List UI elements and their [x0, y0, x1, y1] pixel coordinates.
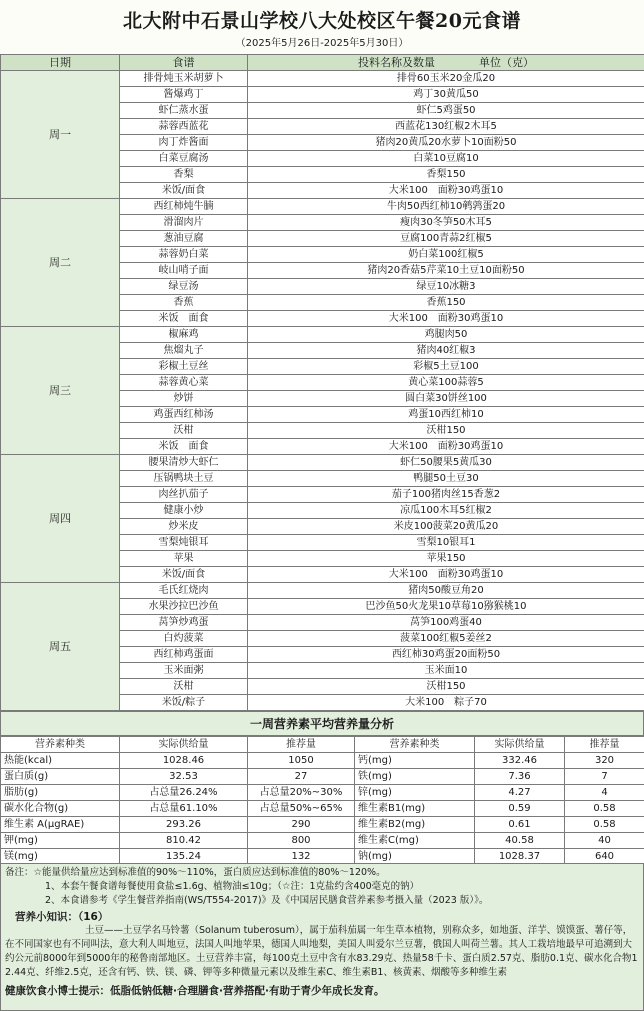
dish-ingredients: 菠菜100红椒5姜丝2 [248, 631, 644, 647]
nutrient-name: 锌(mg) [355, 785, 475, 801]
dish-name: 鸡蛋西红柿汤 [120, 407, 248, 423]
dish-ingredients: 猪肉20黄瓜20水萝卜10面粉50 [248, 135, 644, 151]
actual-supply: 135.24 [120, 849, 248, 865]
nutrient-name: 维生素B1(mg) [355, 801, 475, 817]
dish-name: 米饭 面食 [120, 439, 248, 455]
dish-name: 炒米皮 [120, 519, 248, 535]
actual-supply: 占总量26.24% [120, 785, 248, 801]
actual-supply: 32.53 [120, 769, 248, 785]
knowledge-title: 营养小知识：（16） [15, 911, 109, 923]
dish-name: 米饭/面食 [120, 183, 248, 199]
dish-ingredients: 莴笋100鸡蛋40 [248, 615, 644, 631]
dish-name: 水果沙拉巴沙鱼 [120, 599, 248, 615]
recommended-amount: 290 [248, 817, 355, 833]
dish-ingredients: 雪梨10银耳1 [248, 535, 644, 551]
nutrient-name: 脂肪(g) [1, 785, 120, 801]
recommended-amount: 0.58 [565, 801, 644, 817]
dish-ingredients: 虾仁5鸡蛋50 [248, 103, 644, 119]
menu-row [1, 327, 644, 343]
dish-ingredients: 白菜10豆腐10 [248, 151, 644, 167]
dish-ingredients: 米皮100菠菜20黄瓜20 [248, 519, 644, 535]
dish-ingredients: 鸡腿肉50 [248, 327, 644, 343]
dish-name: 岐山哨子面 [120, 263, 248, 279]
actual-supply: 4.27 [475, 785, 565, 801]
nutrient-name: 钙(mg) [355, 753, 475, 769]
day-label: 周三 [1, 327, 120, 455]
dish-name: 雪梨炖银耳 [120, 535, 248, 551]
nutrient-name: 镁(mg) [1, 849, 120, 865]
dish-ingredients: 排骨60玉米20金瓜20 [248, 71, 644, 87]
recommended-amount: 占总量50%~65% [248, 801, 355, 817]
dish-name: 沃柑 [120, 423, 248, 439]
dish-name: 椒麻鸡 [120, 327, 248, 343]
nutrition-row [1, 785, 644, 801]
dish-ingredients: 鸡蛋10西红柿10 [248, 407, 644, 423]
dish-name: 蒜蓉西蓝花 [120, 119, 248, 135]
dish-ingredients: 玉米面10 [248, 663, 644, 679]
dish-name: 香梨 [120, 167, 248, 183]
dish-ingredients: 西红柿30鸡蛋20面粉50 [248, 647, 644, 663]
dish-ingredients: 沃柑150 [248, 423, 644, 439]
recommended-amount: 7 [565, 769, 644, 785]
dish-ingredients: 鸡丁30黄瓜50 [248, 87, 644, 103]
nutrient-name: 维生素C(mg) [355, 833, 475, 849]
nutrient-name: 钠(mg) [355, 849, 475, 865]
note-reference: 2、本食谱参考《学生餐营养指南(WS/T554-2017)》及《中国居民膳食营养素参考摄入量（2023 版）》。 [45, 895, 489, 906]
nutrient-name: 蛋白质(g) [1, 769, 120, 785]
dish-name: 米饭 面食 [120, 311, 248, 327]
recommended-amount: 640 [565, 849, 644, 865]
nutrient-name: 铁(mg) [355, 769, 475, 785]
dish-name: 肉丁炸酱面 [120, 135, 248, 151]
menu-row [1, 71, 644, 87]
actual-supply: 1028.46 [120, 753, 248, 769]
actual-supply: 810.42 [120, 833, 248, 849]
nutrition-row [1, 753, 644, 769]
dish-ingredients: 猪肉50酸豆角20 [248, 583, 644, 599]
dish-name: 焦熘丸子 [120, 343, 248, 359]
nutrition-table [0, 736, 644, 865]
dish-ingredients: 奶白菜100红椒5 [248, 247, 644, 263]
dish-ingredients: 大米100 面粉30鸡蛋10 [248, 183, 644, 199]
dish-ingredients: 大米100 面粉30鸡蛋10 [248, 439, 644, 455]
actual-supply: 0.61 [475, 817, 565, 833]
note-salt-oil: 1、本套午餐食谱每餐使用食盐≤1.6g、植物油≤10g；（☆注：1克盐约含400毫克的钠） [45, 881, 420, 892]
nutrition-header-cell: 推荐量 [565, 737, 644, 753]
dish-ingredients: 牛肉50西红柿10鹌鹑蛋20 [248, 199, 644, 215]
dish-ingredients: 大米100 面粉30鸡蛋10 [248, 567, 644, 583]
dish-ingredients: 巴沙鱼50火龙果10草莓10猕猴桃10 [248, 599, 644, 615]
recommended-amount: 132 [248, 849, 355, 865]
recommended-amount: 27 [248, 769, 355, 785]
recommended-amount: 40 [565, 833, 644, 849]
dish-ingredients: 猪肉20香菇5芹菜10土豆10面粉50 [248, 263, 644, 279]
actual-supply: 0.59 [475, 801, 565, 817]
dish-name: 健康小炒 [120, 503, 248, 519]
nutrition-header-row [1, 737, 644, 753]
dish-name: 绿豆汤 [120, 279, 248, 295]
actual-supply: 332.46 [475, 753, 565, 769]
dish-ingredients: 瘦肉30冬笋50木耳5 [248, 215, 644, 231]
dish-name: 毛氏红烧肉 [120, 583, 248, 599]
dish-ingredients: 猪肉40红椒3 [248, 343, 644, 359]
dish-name: 苹果 [120, 551, 248, 567]
actual-supply: 40.58 [475, 833, 565, 849]
day-label: 周二 [1, 199, 120, 327]
date-range: （2025年5月26日-2025年5月30日） [235, 38, 409, 49]
dish-name: 玉米面粥 [120, 663, 248, 679]
dish-name: 白菜豆腐汤 [120, 151, 248, 167]
header-ingredients: 投料名称及数量 单位（克） [248, 55, 644, 71]
actual-supply: 293.26 [120, 817, 248, 833]
health-tip: 健康饮食小博士提示：低脂低钠低糖·合理膳食·营养搭配·有助于青少年成长发育。 [5, 985, 385, 997]
nutrition-row [1, 769, 644, 785]
nutrient-name: 维生素 A(μgRAE) [1, 817, 120, 833]
dish-ingredients: 大米100 面粉30鸡蛋10 [248, 311, 644, 327]
dish-ingredients: 茄子100猪肉丝15香葱2 [248, 487, 644, 503]
header-dish: 食谱 [120, 55, 248, 71]
dish-name: 虾仁蒸水蛋 [120, 103, 248, 119]
menu-row [1, 455, 644, 471]
dish-name: 压锅鸭块土豆 [120, 471, 248, 487]
dish-name: 米饭/粽子 [120, 695, 248, 711]
dish-name: 沃柑 [120, 679, 248, 695]
dish-name: 肉丝扒茄子 [120, 487, 248, 503]
dish-ingredients: 豆腐100青蒜2红椒5 [248, 231, 644, 247]
menu-row [1, 199, 644, 215]
recommended-amount: 占总量20%~30% [248, 785, 355, 801]
dish-name: 西红柿鸡蛋面 [120, 647, 248, 663]
nutrition-row [1, 817, 644, 833]
dish-name: 米饭/面食 [120, 567, 248, 583]
dish-name: 炒饼 [120, 391, 248, 407]
recommended-amount: 0.58 [565, 817, 644, 833]
dish-name: 彩椒土豆丝 [120, 359, 248, 375]
dish-name: 莴笋炒鸡蛋 [120, 615, 248, 631]
day-label: 周四 [1, 455, 120, 583]
dish-ingredients: 彩椒5土豆100 [248, 359, 644, 375]
dish-name: 腰果清炒大虾仁 [120, 455, 248, 471]
day-label: 周五 [1, 583, 120, 711]
nutrient-name: 热能(kcal) [1, 753, 120, 769]
nutrition-header-cell: 推荐量 [248, 737, 355, 753]
nutrition-header-cell: 实际供给量 [120, 737, 248, 753]
dish-ingredients: 圆白菜30饼丝100 [248, 391, 644, 407]
actual-supply: 占总量61.10% [120, 801, 248, 817]
menu-table [0, 54, 644, 711]
dish-name: 葱油豆腐 [120, 231, 248, 247]
dish-ingredients: 凉瓜100木耳5红椒2 [248, 503, 644, 519]
nutrition-header-cell: 实际供给量 [475, 737, 565, 753]
dish-ingredients: 西蓝花130红椒2木耳5 [248, 119, 644, 135]
dish-ingredients: 鸭腿50土豆30 [248, 471, 644, 487]
dish-name: 白灼菠菜 [120, 631, 248, 647]
dish-ingredients: 香蕉150 [248, 295, 644, 311]
nutrient-name: 碳水化合物(g) [1, 801, 120, 817]
nutrition-title: 一周营养素平均营养量分析 [0, 711, 644, 736]
nutrient-name: 钾(mg) [1, 833, 120, 849]
nutrition-row [1, 801, 644, 817]
recommended-amount: 320 [565, 753, 644, 769]
actual-supply: 7.36 [475, 769, 565, 785]
dish-ingredients: 大米100 粽子70 [248, 695, 644, 711]
dish-name: 排骨炖玉米胡萝卜 [120, 71, 248, 87]
actual-supply: 1028.37 [475, 849, 565, 865]
header-day: 日期 [1, 55, 120, 71]
dish-ingredients: 沃柑150 [248, 679, 644, 695]
dish-ingredients: 绿豆10冰糖3 [248, 279, 644, 295]
dish-ingredients: 香梨150 [248, 167, 644, 183]
dish-ingredients: 虾仁50腰果5黄瓜30 [248, 455, 644, 471]
knowledge-body: 土豆——土豆学名马铃薯（Solanum tuberosum），属于茄科茄属一年生草本植物，别称众多，如地蛋、洋芋、馍馍蛋、薯仔等，在不同国家也有不同叫法，意大利人叫地豆，法国人叫地苹果，德国人叫地梨，美国人叫爱尔兰豆薯，俄国人叫荷兰薯。其人工栽培地最早可追溯到大约公元前8000年到5000年的秘鲁南部地区。土豆营养丰富，每100克土豆中含有水83.29克、热量58千卡、蛋白质2.57克、脂肪0.1克、碳水化合物12.44克、纤维2.5克，还含有钙、铁、镁、磷、钾等多种微量元素以及维生素C、维生素B1、核黄素、烟酸等多种维生素 [5, 925, 638, 978]
dish-ingredients: 苹果150 [248, 551, 644, 567]
dish-name: 西红柿炖牛腩 [120, 199, 248, 215]
nutrition-row [1, 833, 644, 849]
menu-header-row [1, 55, 644, 71]
dish-name: 滑溜肉片 [120, 215, 248, 231]
dish-name: 酱爆鸡丁 [120, 87, 248, 103]
dish-ingredients: 黄心菜100蒜蓉5 [248, 375, 644, 391]
nutrition-header-cell: 营养素种类 [355, 737, 475, 753]
day-label: 周一 [1, 71, 120, 199]
recommended-amount: 800 [248, 833, 355, 849]
dish-name: 蒜蓉奶白菜 [120, 247, 248, 263]
recommended-amount: 1050 [248, 753, 355, 769]
dish-name: 蒜蓉黄心菜 [120, 375, 248, 391]
page-title: 北大附中石景山学校八大处校区午餐20元食谱 [123, 10, 521, 32]
recommended-amount: 4 [565, 785, 644, 801]
dish-name: 香蕉 [120, 295, 248, 311]
nutrient-name: 维生素B2(mg) [355, 817, 475, 833]
nutrition-header-cell: 营养素种类 [1, 737, 120, 753]
note-energy: 备注：☆能量供给量应达到标准值的90%～110%，蛋白质应达到标准值的80%～120%。 [5, 867, 386, 878]
notes-panel [0, 863, 644, 1011]
menu-row [1, 583, 644, 599]
